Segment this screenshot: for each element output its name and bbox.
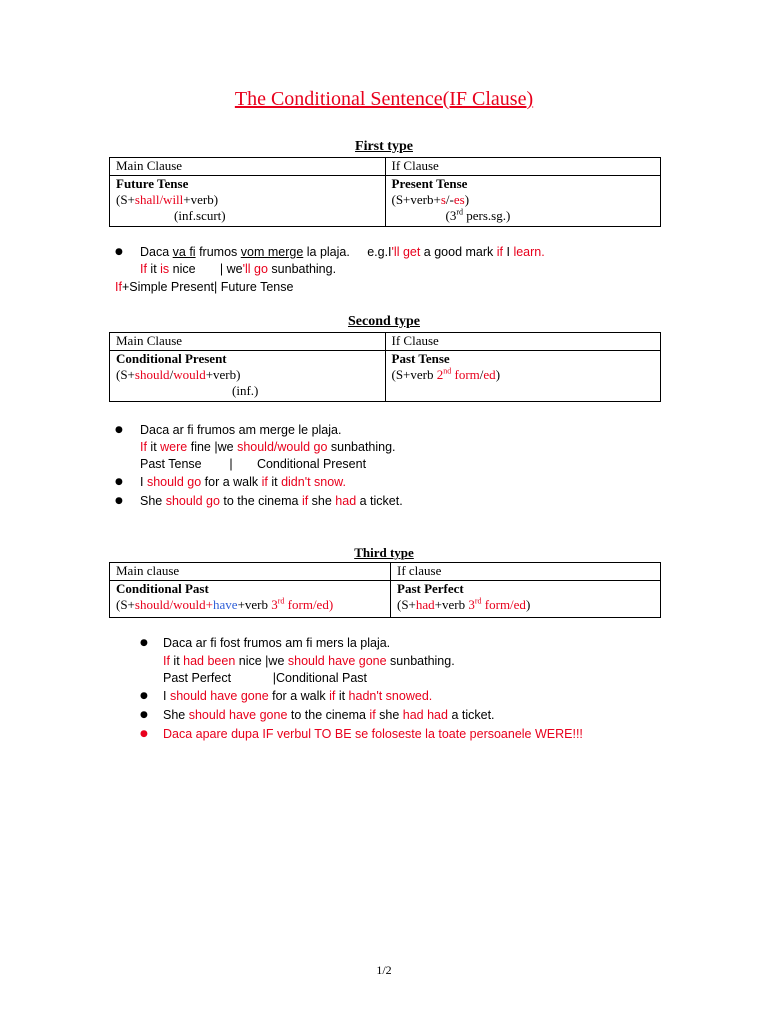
tense-name: Conditional Past <box>116 581 209 596</box>
if-clause-header: If Clause <box>385 158 661 176</box>
page-title: The Conditional Sentence(IF Clause) <box>234 88 534 110</box>
main-clause-cell <box>110 176 386 227</box>
page-number: 1/2 <box>376 963 392 977</box>
example-line: She should have gone to the cinema if she had had a ticket. <box>163 708 495 722</box>
rule-line: If+Simple Present| Future Tense <box>115 280 294 294</box>
tense-name: Conditional Present <box>116 351 227 366</box>
formula: (S+verb+s/-es) <box>391 192 470 207</box>
bullet-icon: ● <box>140 691 148 701</box>
formula: (S+should/would+have+verb 3rd form/ed) <box>116 596 334 612</box>
tense-name: Future Tense <box>116 176 189 191</box>
example-line: Daca ar fi fost frumos am fi mers la plaja. <box>163 636 391 650</box>
second-type-heading: Second type <box>348 314 420 329</box>
main-clause-cell <box>110 581 391 618</box>
formula: (S+shall/will+verb) <box>116 192 219 207</box>
formula: (S+verb 2nd form/ed) <box>391 366 501 382</box>
if-clause-header: If clause <box>391 563 661 581</box>
first-type-table <box>109 157 661 227</box>
third-type-table <box>109 562 661 618</box>
bullet-icon: ● <box>115 425 123 435</box>
second-type-table <box>109 332 661 402</box>
if-clause-cell <box>391 581 661 618</box>
formula-note: (inf.scurt) <box>174 208 226 223</box>
if-clause-cell <box>385 351 661 402</box>
bullet-icon: ● <box>140 710 148 720</box>
formula: (S+had+verb 3rd form/ed) <box>397 596 531 612</box>
tense-name: Past Perfect <box>397 581 464 596</box>
formula-note: (3rd pers.sg.) <box>445 207 511 223</box>
tense-name: Present Tense <box>391 176 468 191</box>
bullet-icon: ● <box>140 729 148 739</box>
bullet-icon: ● <box>115 496 123 506</box>
formula: (S+should/would+verb) <box>116 367 241 382</box>
main-clause-cell <box>110 351 386 402</box>
main-clause-header: Main Clause <box>110 158 386 176</box>
example-line: Past Tense | Conditional Present <box>140 457 367 471</box>
example-line: I should have gone for a walk if it hadn't snowed. <box>163 689 433 703</box>
example-line: If it had been nice |we should have gone sunbathing. <box>163 654 455 668</box>
formula-note: (inf.) <box>232 383 259 398</box>
if-clause-header: If Clause <box>385 333 661 351</box>
first-type-heading: First type <box>355 139 413 154</box>
example-line: Daca ar fi frumos am merge le plaja. <box>140 423 342 437</box>
example-line: If it were fine |we should/would go sunbathing. <box>140 440 396 454</box>
tense-name: Past Tense <box>391 351 450 366</box>
main-clause-header: Main clause <box>110 563 391 581</box>
rule-note: Daca apare dupa IF verbul TO BE se foloseste la toate persoanele WERE!!! <box>163 727 583 741</box>
example-line: If it is nice | we'll go sunbathing. <box>140 262 337 276</box>
if-clause-cell <box>385 176 661 227</box>
example-line: Daca va fi frumos vom merge la plaja. e.g.I'll get a good mark if I learn. <box>140 245 545 259</box>
example-line: She should go to the cinema if she had a ticket. <box>140 494 403 508</box>
main-clause-header: Main Clause <box>110 333 386 351</box>
bullet-icon: ● <box>140 638 148 648</box>
third-type-heading: Third type <box>354 545 414 560</box>
bullet-icon: ● <box>115 247 123 257</box>
bullet-icon: ● <box>115 477 123 487</box>
example-line: I should go for a walk if it didn't snow. <box>140 475 346 489</box>
example-line: Past Perfect |Conditional Past <box>163 671 368 685</box>
